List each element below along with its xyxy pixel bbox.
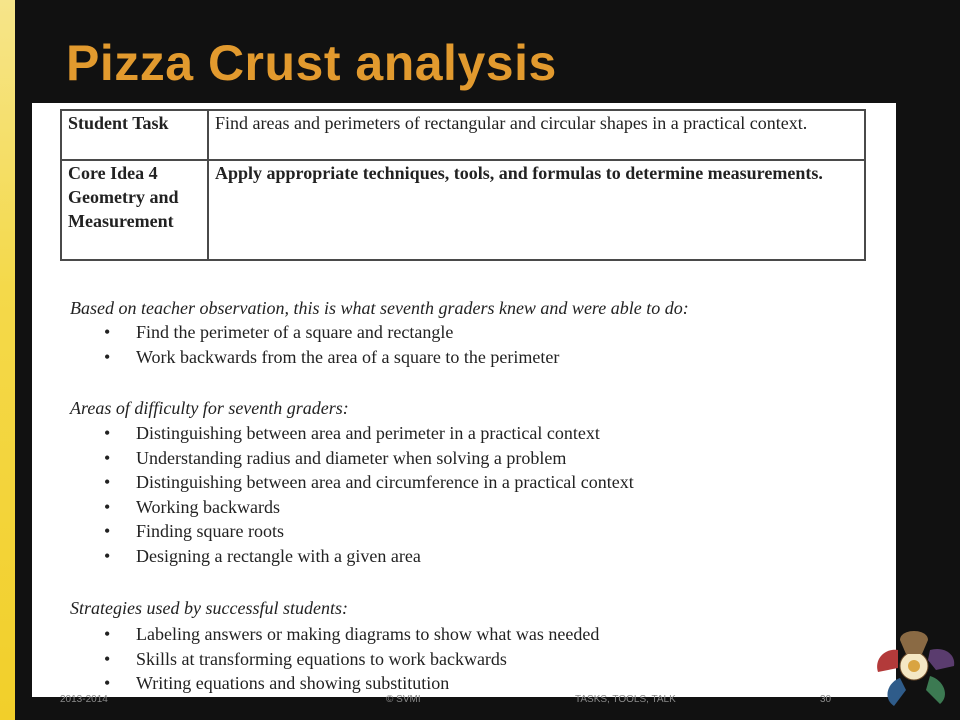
table-value-student-task: Find areas and perimeters of rectangular and circular shapes in a practical context. bbox=[208, 110, 865, 160]
footer-page-number: 30 bbox=[820, 694, 832, 705]
list-item: • Distinguishing between area and perimeter in a practical context bbox=[104, 421, 634, 446]
section-heading-observations: Based on teacher observation, this is what seventh graders knew and were able to do: bbox=[70, 298, 689, 318]
list-item: • Skills at transforming equations to work backwards bbox=[104, 647, 599, 672]
table-row bbox=[61, 110, 865, 160]
list-item: • Distinguishing between area and circumference in a practical context bbox=[104, 470, 634, 495]
footer-title: TASKS, TOOLS, TALK bbox=[575, 694, 676, 705]
task-table bbox=[60, 109, 866, 261]
table-value-core-idea: Apply appropriate techniques, tools, and formulas to determine measurements. bbox=[208, 160, 865, 260]
table-label-core-idea: Core Idea 4 Geometry and Measurement bbox=[61, 160, 208, 260]
list-difficulties bbox=[104, 421, 634, 568]
list-item: • Writing equations and showing substitution bbox=[104, 671, 599, 696]
accent-bar bbox=[0, 0, 15, 720]
list-item: • Designing a rectangle with a given area bbox=[104, 544, 634, 569]
list-item: • Understanding radius and diameter when solving a problem bbox=[104, 446, 634, 471]
list-item: • Work backwards from the area of a square to the perimeter bbox=[104, 345, 559, 370]
svmi-logo-icon bbox=[870, 620, 958, 712]
list-item: • Finding square roots bbox=[104, 519, 634, 544]
section-heading-difficulties: Areas of difficulty for seventh graders: bbox=[70, 398, 349, 418]
document-image bbox=[32, 103, 896, 697]
list-observations bbox=[104, 320, 559, 369]
table-label-student-task: Student Task bbox=[61, 110, 208, 160]
list-item: • Labeling answers or making diagrams to show what was needed bbox=[104, 622, 599, 647]
table-row bbox=[61, 160, 865, 260]
footer-date: 2013-2014 bbox=[60, 694, 108, 705]
slide-title: Pizza Crust analysis bbox=[66, 35, 557, 91]
footer-copyright: © SVMI bbox=[386, 694, 421, 705]
list-item: • Find the perimeter of a square and rectangle bbox=[104, 320, 559, 345]
list-strategies bbox=[104, 622, 599, 696]
section-heading-strategies: Strategies used by successful students: bbox=[70, 598, 348, 618]
list-item: • Working backwards bbox=[104, 495, 634, 520]
